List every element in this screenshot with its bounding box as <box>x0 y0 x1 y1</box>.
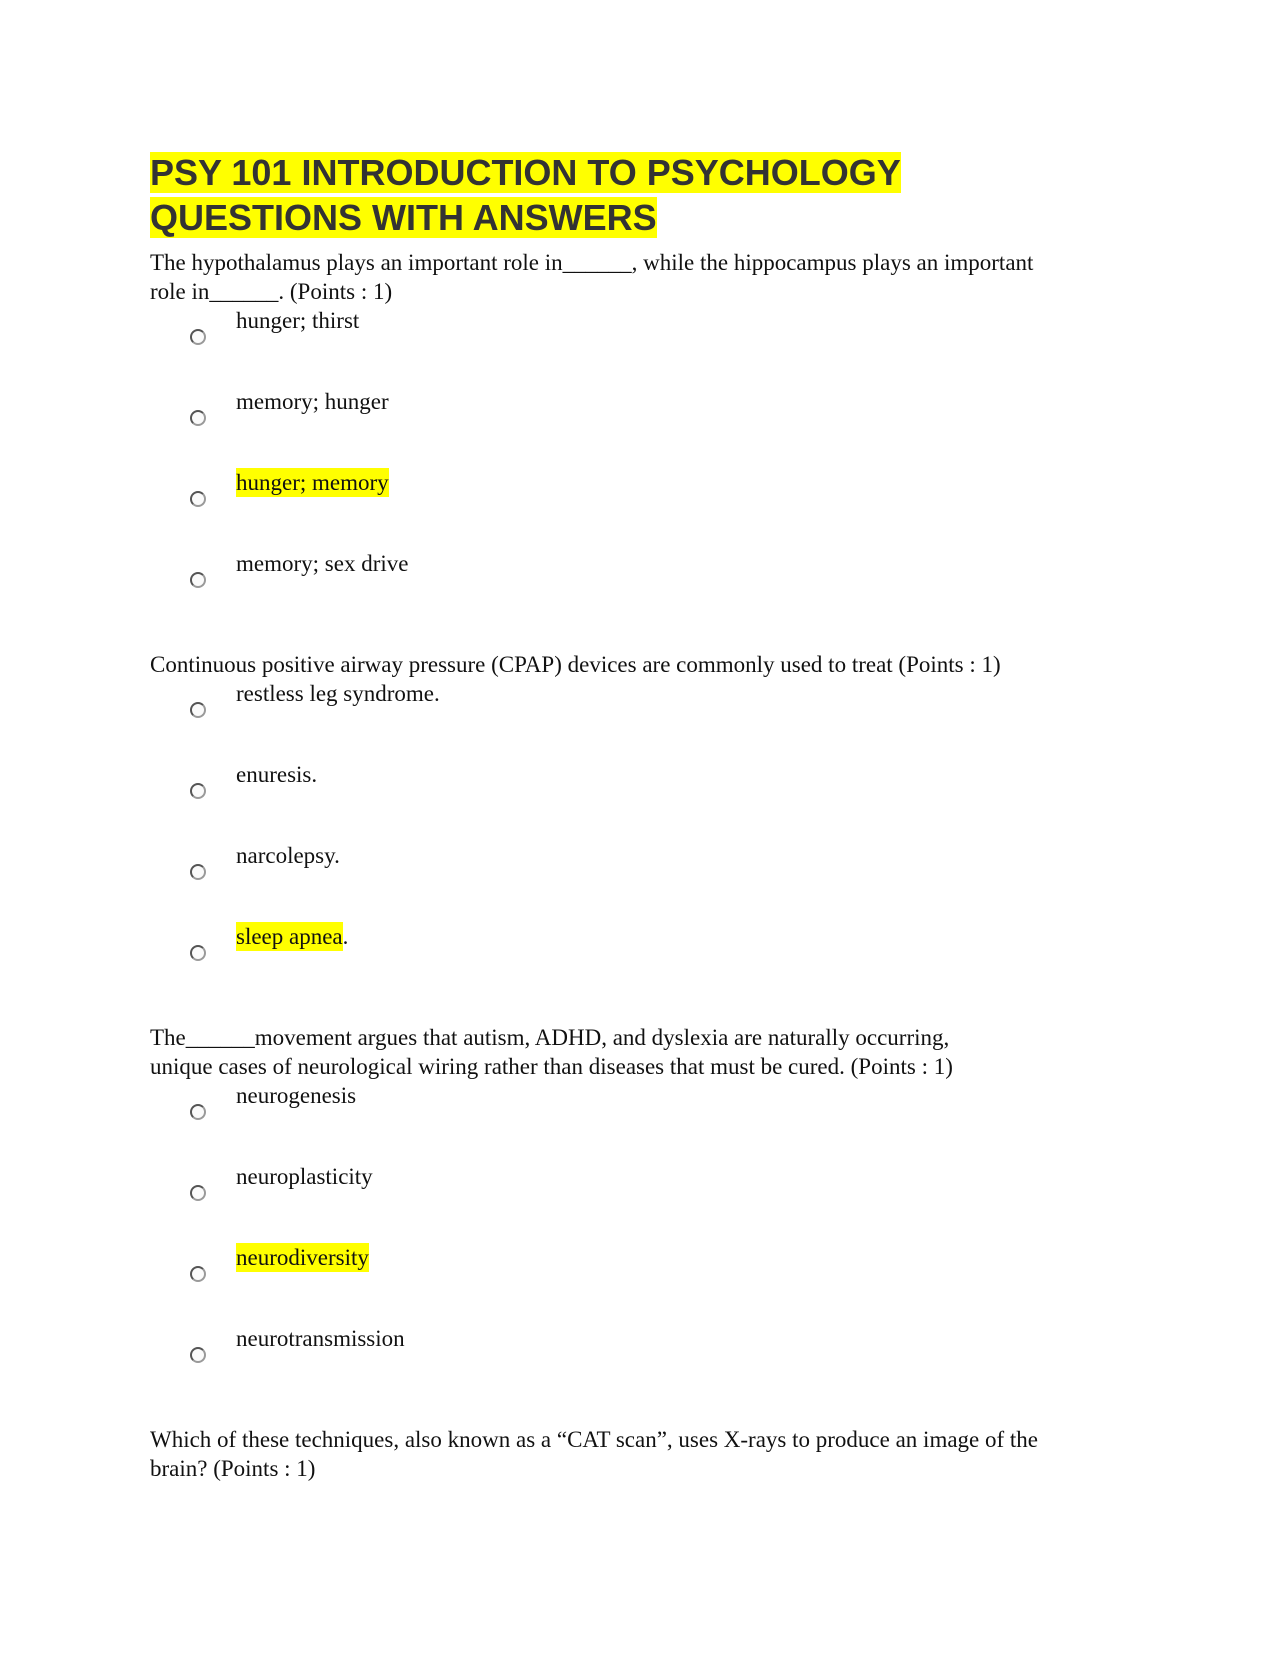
answer-label: neurogenesis <box>236 1083 357 1108</box>
question-text-line-1: Which of these techniques, also known as a “CAT scan”, uses X-rays to produce an image of the <box>150 1427 1039 1452</box>
answer-label: memory; hunger <box>236 389 389 414</box>
question-text <box>150 248 1130 306</box>
answer-label: restless leg syndrome. <box>236 681 440 706</box>
answer-label: hunger; thirst <box>236 308 360 333</box>
answer-label-highlighted: neurodiversity <box>236 1245 369 1270</box>
answer-option[interactable] <box>150 468 1130 549</box>
radio-button-icon[interactable] <box>190 329 206 345</box>
answer-label-highlighted: hunger; memory <box>236 470 389 495</box>
title-line-2: QUESTIONS WITH ANSWERS <box>150 197 657 238</box>
question-text-line-1: The hypothalamus plays an important role in______, while the hippocampus plays an important <box>150 250 1034 275</box>
question-3 <box>150 1023 1130 1405</box>
radio-button-icon[interactable] <box>190 410 206 426</box>
radio-button-icon[interactable] <box>190 1104 206 1120</box>
answer-label: neurotransmission <box>236 1326 405 1351</box>
answer-option[interactable] <box>150 549 1130 630</box>
radio-button-icon[interactable] <box>190 1266 206 1282</box>
radio-button-icon[interactable] <box>190 491 206 507</box>
answer-label: enuresis. <box>236 762 318 787</box>
radio-button-icon[interactable] <box>190 783 206 799</box>
answer-option[interactable] <box>150 387 1130 468</box>
answer-option[interactable] <box>150 1081 1130 1162</box>
answer-option[interactable] <box>150 760 1130 841</box>
question-text-line-1: Continuous positive airway pressure (CPAP) devices are commonly used to treat (Points : 1) <box>150 652 1001 677</box>
question-text-line-2: unique cases of neurological wiring rather than diseases that must be cured. (Points : 1) <box>150 1054 953 1079</box>
question-4 <box>150 1425 1130 1483</box>
answer-option[interactable] <box>150 1162 1130 1243</box>
answer-option[interactable] <box>150 1243 1130 1324</box>
answer-options <box>150 306 1130 630</box>
document-title <box>150 150 1130 240</box>
answer-options <box>150 1081 1130 1405</box>
answer-option[interactable] <box>150 1324 1130 1405</box>
answer-option[interactable] <box>150 922 1130 1003</box>
question-text-line-1: The______movement argues that autism, ADHD, and dyslexia are naturally occurring, <box>150 1025 950 1050</box>
question-1 <box>150 248 1130 630</box>
answer-label-suffix: . <box>342 924 349 949</box>
answer-label: memory; sex drive <box>236 551 409 576</box>
radio-button-icon[interactable] <box>190 702 206 718</box>
radio-button-icon[interactable] <box>190 572 206 588</box>
answer-option[interactable] <box>150 679 1130 760</box>
answer-option[interactable] <box>150 841 1130 922</box>
answer-option[interactable] <box>150 306 1130 387</box>
question-text <box>150 1023 1130 1081</box>
radio-button-icon[interactable] <box>190 864 206 880</box>
radio-button-icon[interactable] <box>190 945 206 961</box>
answer-label: neuroplasticity <box>236 1164 373 1189</box>
document-page <box>150 150 1130 1489</box>
radio-button-icon[interactable] <box>190 1347 206 1363</box>
answer-label-highlighted: sleep apnea <box>236 924 343 949</box>
radio-button-icon[interactable] <box>190 1185 206 1201</box>
answer-label: narcolepsy. <box>236 843 340 868</box>
question-text-line-2: role in______. (Points : 1) <box>150 279 393 304</box>
question-text <box>150 1425 1130 1483</box>
question-2 <box>150 650 1130 1003</box>
question-text <box>150 650 1130 679</box>
question-text-line-2: brain? (Points : 1) <box>150 1456 316 1481</box>
title-line-1: PSY 101 INTRODUCTION TO PSYCHOLOGY <box>150 152 901 193</box>
answer-options <box>150 679 1130 1003</box>
